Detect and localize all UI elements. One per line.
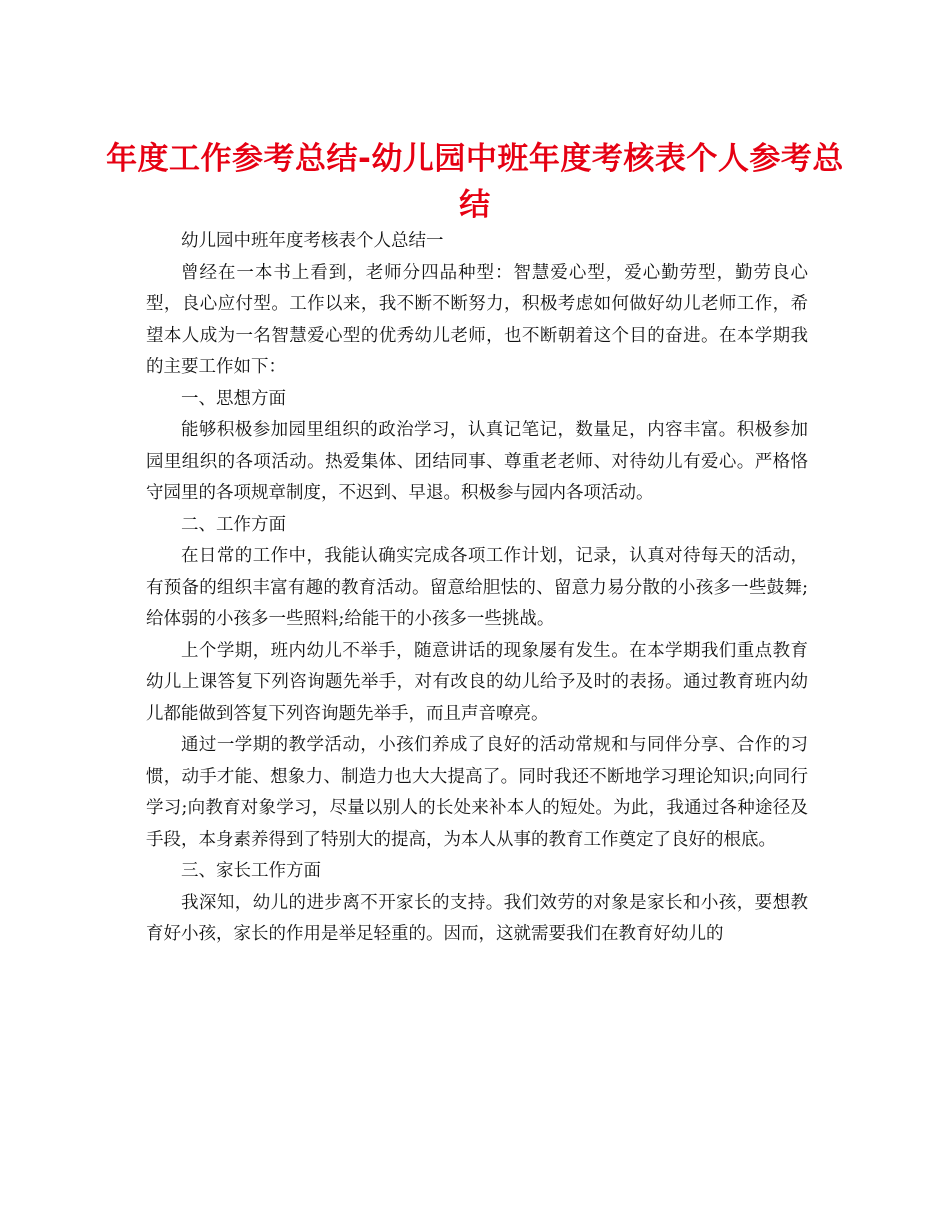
paragraph-thought: 能够积极参加园里组织的政治学习，认真记笔记，数量足，内容丰富。积极参加园里组织的各项活动。热爱集体、团结同事、尊重老老师、对待幼儿有爱心。严格恪守园里的各项规章制度，不迟到、早退。积极参与园内各项活动。 — [146, 420, 808, 503]
paragraph-work-results: 通过一学期的教学活动，小孩们养成了良好的活动常规和与同伴分享、合作的习惯，动手才能、想象力、制造力也大大提高了。同时我还不断地学习理论知识;向同行学习;向教育对象学习，尽量以别人的长处来补本人的短处。为此，我通过各种途径及手段，本身素养得到了特别大的提高，为本人从事的教育工作奠定了良好的根底。 — [146, 735, 808, 850]
document-body — [146, 226, 808, 951]
paragraph-parents: 我深知，幼儿的进步离不开家长的支持。我们效劳的对象是家长和小孩，要想教育好小孩，家长的作用是举足轻重的。因而，这就需要我们在教育好幼儿的 — [146, 892, 808, 944]
paragraph-intro: 曾经在一本书上看到，老师分四品种型：智慧爱心型，爱心勤劳型，勤劳良心型，良心应付型。工作以来，我不断不断努力，积极考虑如何做好幼儿老师工作，希望本人成为一名智慧爱心型的优秀幼儿老师，也不断朝着这个目的奋进。在本学期我的主要工作如下： — [146, 262, 808, 377]
paragraph-work-last-term: 上个学期，班内幼儿不举手，随意讲话的现象屡有发生。在本学期我们重点教育幼儿上课答复下列咨询题先举手，对有改良的幼儿给予及时的表扬。通过教育班内幼儿都能做到答复下列咨询题先举手，而且声音嘹亮。 — [146, 640, 808, 724]
paragraph-subtitle: 幼儿园中班年度考核表个人总结一 — [181, 231, 444, 251]
document-title: 年度工作参考总结-幼儿园中班年度考核表个人参考总结 — [106, 141, 844, 223]
section-heading-work: 二、工作方面 — [181, 514, 286, 535]
section-heading-parents: 三、家长工作方面 — [181, 861, 321, 881]
section-heading-thought: 一、思想方面 — [181, 388, 286, 409]
paragraph-work-daily: 在日常的工作中，我能认确实完成各项工作计划，记录，认真对待每天的活动，有预备的组织丰富有趣的教育活动。留意给胆怯的、留意力易分散的小孩多一些鼓舞;给体弱的小孩多一些照料;给能干的小孩多一些挑战。 — [146, 546, 808, 629]
